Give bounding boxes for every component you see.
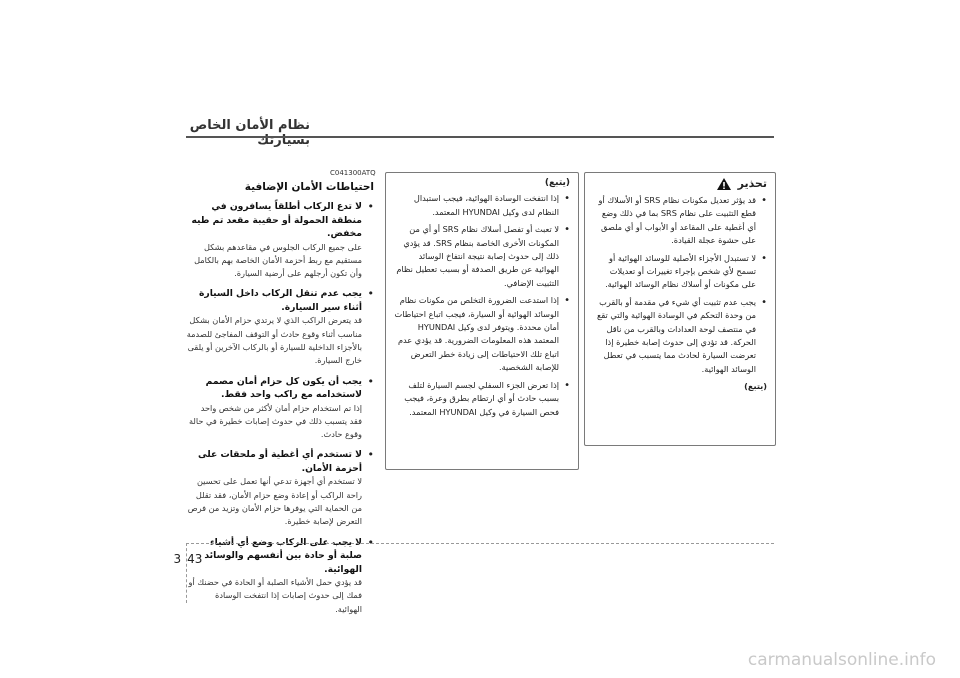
- main-title: احتياطات الأمان الإضافية: [244, 181, 374, 193]
- list-item: • إذا استدعت الضرورة التخلص من مكونات نظام الوسائد الهوائية أو السيارة، فيجب اتباع احتياطات أمان محددة. ويتوفر لدى وكيل HYUNDAI المعتمد هذه المعلومات الضرورية. قد يؤدي عدم اتباع تلك الاحتياطات إلى زيادة خطر التعرض للإصابة الشخصية.: [394, 294, 559, 374]
- item-body: إذا تم استخدام حزام أمان لأكثر من شخص واحد فقد يتسبب ذلك في حدوث إصابات خطيرة في حالة وقوع حادث.: [189, 402, 362, 440]
- list-item: [186, 375, 362, 442]
- section-code: C041300ATQ: [330, 169, 376, 177]
- warning-triangle-icon: [716, 177, 732, 191]
- footer-rule: [186, 543, 774, 544]
- caution-list: [394, 192, 570, 419]
- warning-header: [593, 177, 767, 191]
- warning-list: [593, 194, 767, 376]
- list-item: [186, 200, 362, 280]
- list-item: • إذا انتفخت الوسادة الهوائية، فيجب استبدال النظام لدى وكيل HYUNDAI المعتمد.: [394, 192, 559, 219]
- page-number-value: 43: [187, 552, 203, 566]
- header-section-title: نظام الأمان الخاص بسيارتك: [189, 118, 310, 148]
- item-body: قد يؤدي حمل الأشياء الصلبة أو الحادة في حضنك أو فمك إلى حدوث إصابات إذا انتفخت الوسادة الهوائية.: [188, 577, 362, 614]
- list-item: • لا تعبث أو تفصل أسلاك نظام SRS أو أي من المكونات الأخرى الخاصة بنظام SRS. قد يؤدي ذلك إلى حدوث إصابة نتيجة انتفاخ الوسائد الهوائية عن طريق الصدفة أو بسبب تعطيل نظام التثبيت الإضافي.: [394, 223, 559, 290]
- page-number: [168, 550, 208, 568]
- item-body: قد يتعرض الراكب الذي لا يرتدي حزام الأمان بشكل مناسب أثناء وقوع حادث أو التوقف المفاجئ للصدمة بالأجزاء الداخلية للسيارة أو بالركاب الآخرين أو يلقى خارج السيارة.: [186, 315, 362, 366]
- continued-label: (يتبع): [744, 381, 767, 392]
- item-heading: • لا تستخدم أي أغطية أو ملحقات على أحزمة الأمان.: [197, 449, 362, 474]
- header-rule: [186, 136, 774, 138]
- main-column: [186, 180, 374, 623]
- continued-label: (يتبع): [544, 178, 570, 188]
- item-body: على جميع الركاب الجلوس في مقاعدهم بشكل مستقيم مع ربط أحزمة الأمان الخاصة بهم بالكامل وأن تكون أرجلهم على أرضية السيارة.: [194, 241, 362, 279]
- item-body: لا تستخدم أي أجهزة تدعي أنها تعمل على تحسين راحة الراكب أو إعادة وضع حزام الأمان، فقد تقلل من الحماية التي يوفرها حزام الأمان وتزيد من فرص التعرض لإصابة خطيرة.: [187, 476, 362, 527]
- continued-caution-box: [385, 172, 579, 470]
- item-heading: • لا يجب على الركاب وضع أي أشياء صلبة أو حادة بين أنفسهم والوسائد الهوائية.: [204, 536, 362, 575]
- item-heading: • يجب أن يكون كل حزام أمان مصمم لاستخدامه مع راكب واحد فقط.: [205, 375, 362, 401]
- list-item: • إذا تعرض الجزء السفلي لجسم السيارة لتلف بسبب حادث أو أي ارتطام بطرق وعرة، فيجب فحص السيارة في وكيل HYUNDAI المعتمد.: [394, 379, 559, 419]
- list-item: • قد يؤثر تعديل مكونات نظام SRS أو الأسلاك أو قطع التثبيت على نظام SRS بما في ذلك وضع أي أغطية على المقاعد أو الأبواب أو أي ملصق على حشوة عجلة القيادة.: [593, 194, 756, 248]
- watermark: carmanualsonline.info: [747, 650, 936, 670]
- warning-box: [584, 172, 776, 446]
- list-item: • لا تستبدل الأجزاء الأصلية للوسائد الهوائية أو تسمح لأي شخص بإجراء تغييرات أو تعديلات على مكونات أو أسلاك نظام الوسائد الهوائية.: [593, 252, 756, 292]
- list-item: [186, 536, 362, 616]
- chapter-number: 3: [173, 552, 182, 566]
- list-item: • يجب عدم تثبيت أي شيء في مقدمة أو بالقرب من وحدة التحكم في الوسادة الهوائية والتي تقع في منتصف لوحة العدادات وبالقرب من ناقل الحركة. قد تؤدي إلى حدوث إصابة خطيرة إذا تعرضت السيارة لحادث مما يتسبب في تعطل الوسائد الهوائية.: [593, 296, 756, 376]
- list-item: [186, 448, 362, 528]
- item-heading: • يجب عدم تنقل الركاب داخل السيارة أثناء سير السيارة.: [198, 288, 362, 313]
- warning-title: تحذير: [737, 177, 767, 191]
- item-heading: • لا تدع الركاب أطلقاً يسافرون في منطقة الحمولة أو حقيبة مقعد تم طيه مخفض.: [191, 201, 362, 239]
- precautions-list: [186, 200, 374, 616]
- list-item: [186, 287, 362, 367]
